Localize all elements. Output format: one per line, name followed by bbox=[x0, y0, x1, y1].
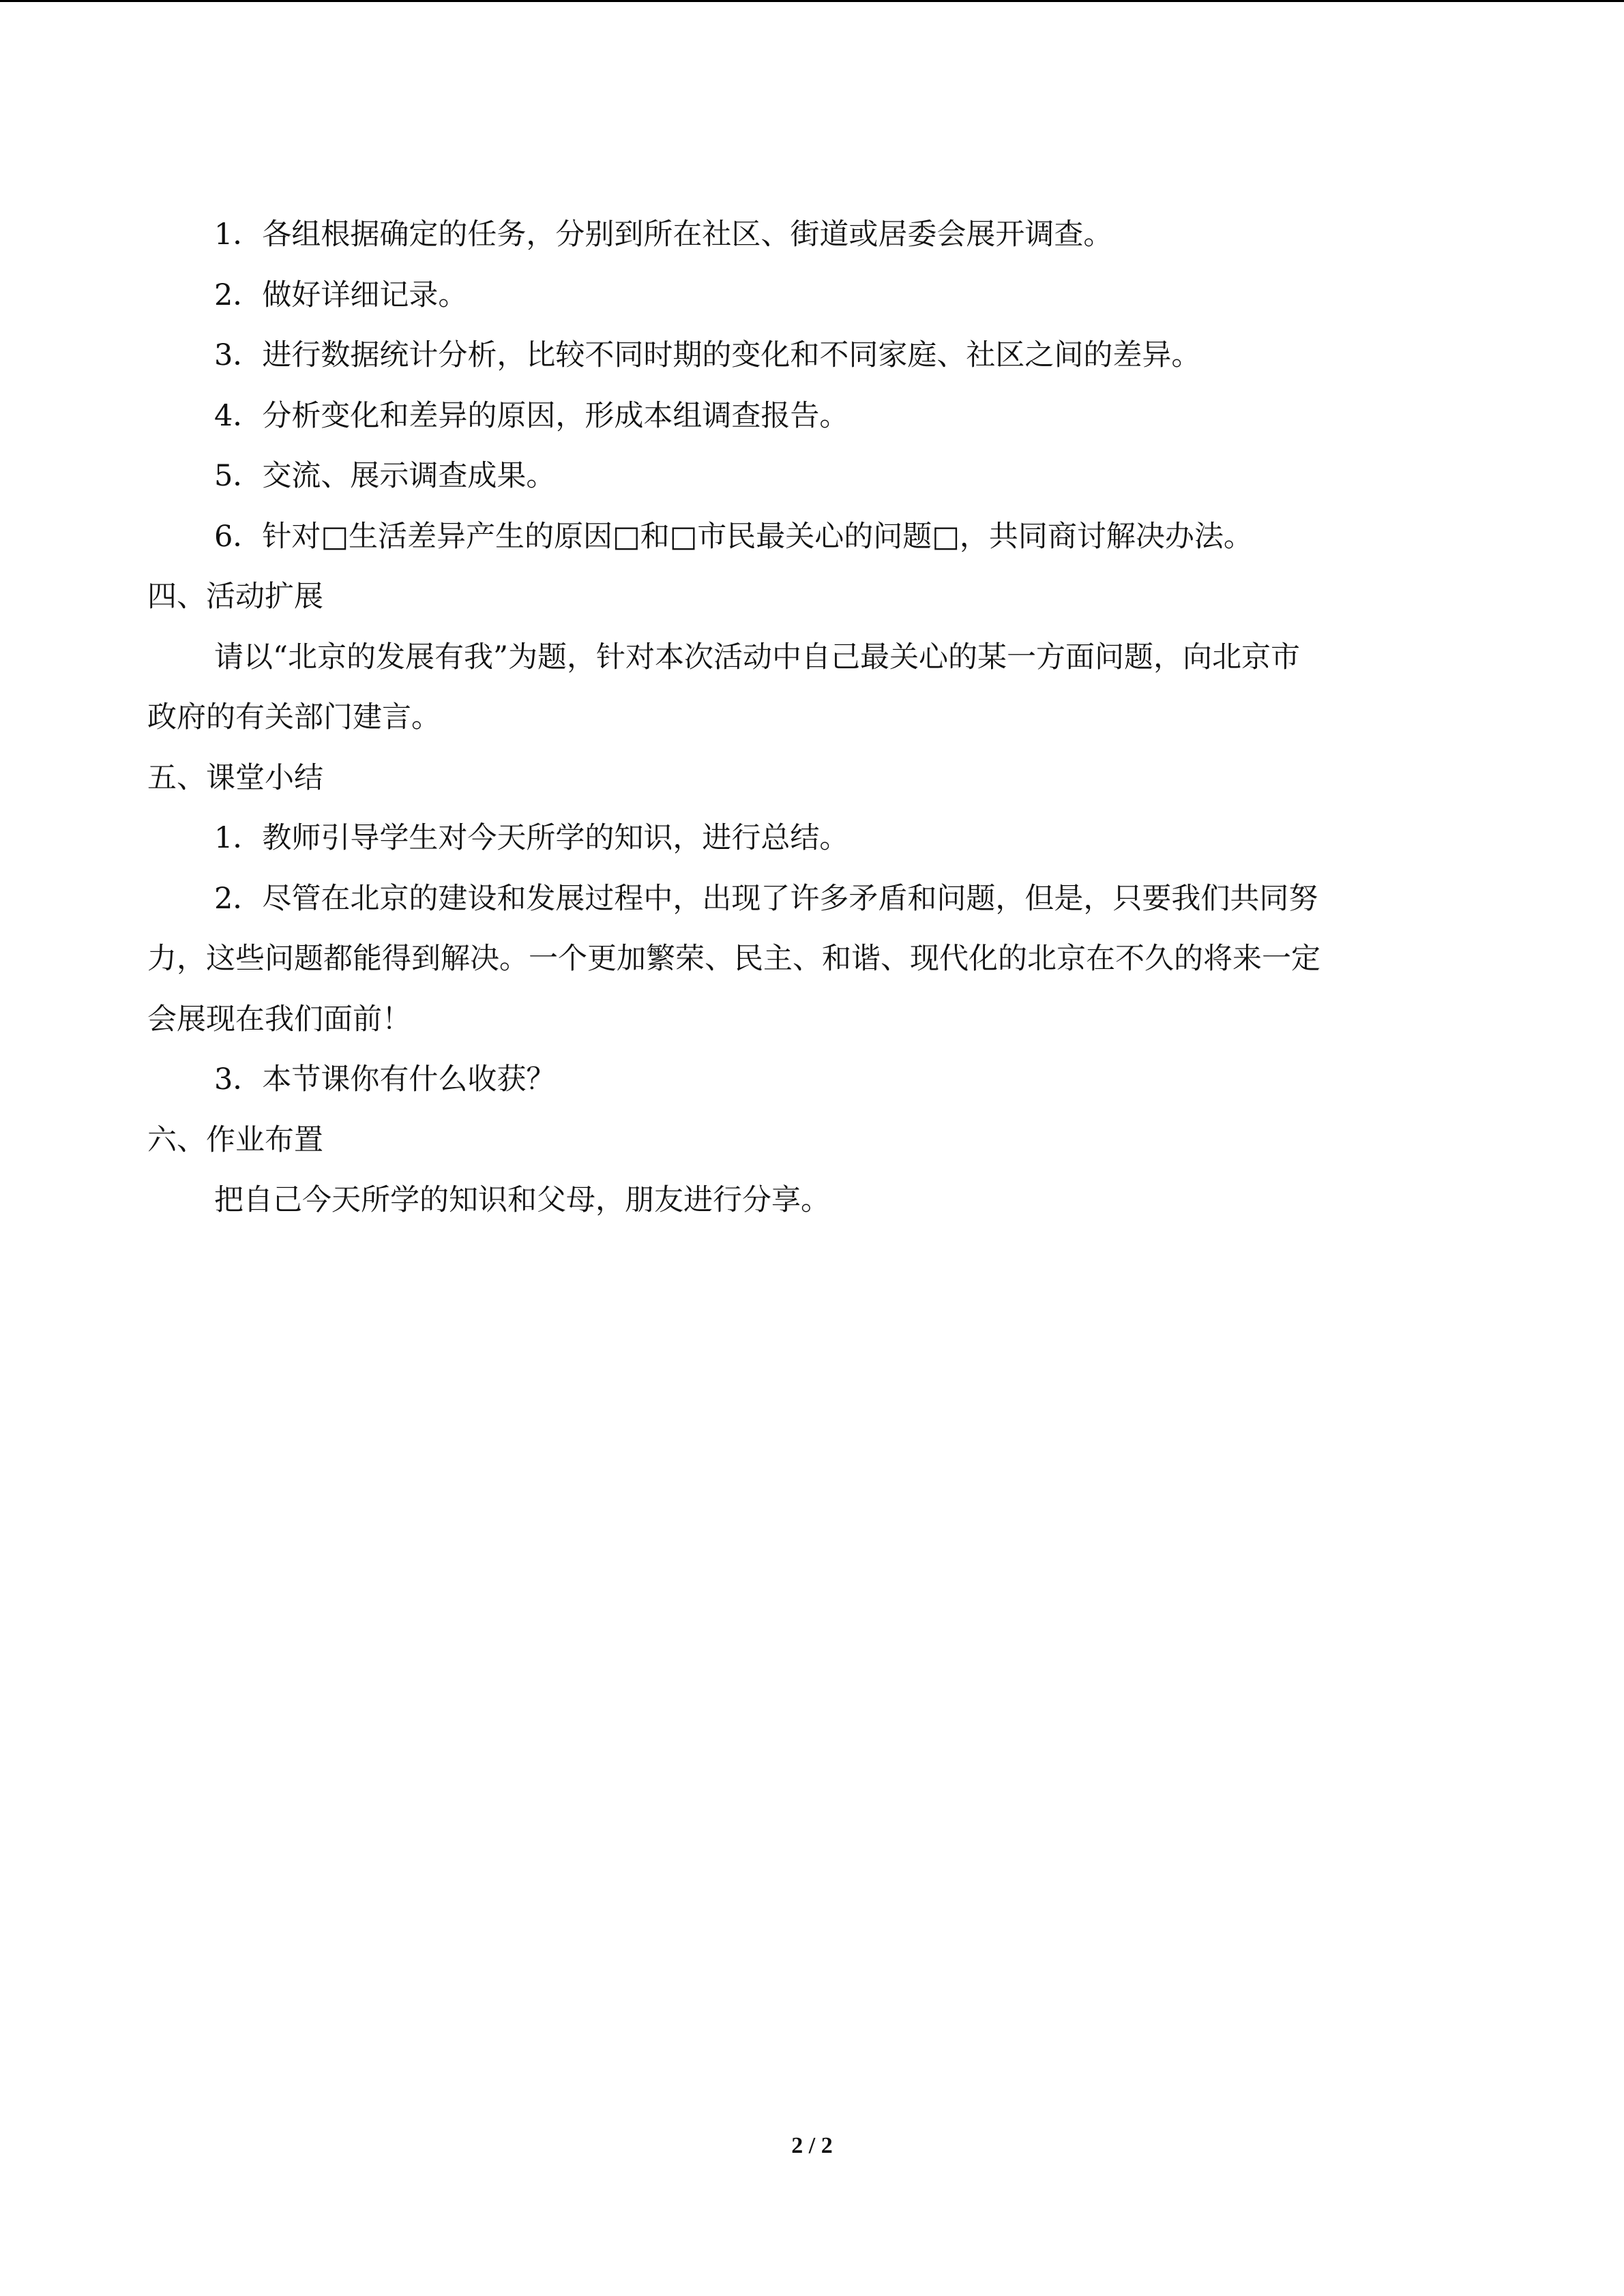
document-body bbox=[147, 205, 1457, 1231]
step-6: 6．针对□生活差异产生的原因□和□市民最关心的问题□，共同商讨解决办法。 bbox=[214, 519, 1253, 554]
step-1: 1．各组根据确定的任务，分别到所在社区、街道或居委会展开调查。 bbox=[214, 218, 1113, 252]
step-3: 3．进行数据统计分析，比较不同时期的变化和不同家庭、社区之间的差异。 bbox=[214, 338, 1201, 372]
section-heading-homework: 六、作业布置 bbox=[147, 1122, 323, 1157]
activity-extension-paragraph-line-1: 请以“北京的发展有我”为题，针对本次活动中自己最关心的某一方面问题，向北京市 bbox=[214, 640, 1300, 674]
step-5: 5．交流、展示调查成果。 bbox=[214, 459, 556, 493]
top-border-line bbox=[0, 0, 1624, 2]
activity-extension-paragraph-line-2: 政府的有关部门建言。 bbox=[147, 700, 441, 734]
homework-paragraph: 把自己今天所学的知识和父母，朋友进行分享。 bbox=[214, 1183, 830, 1217]
summary-item-3: 3．本节课你有什么收获？ bbox=[214, 1062, 556, 1097]
step-4: 4．分析变化和差异的原因，形成本组调查报告。 bbox=[214, 398, 849, 433]
summary-item-2-line-1: 2．尽管在北京的建设和发展过程中，出现了许多矛盾和问题，但是，只要我们共同努 bbox=[214, 881, 1318, 916]
summary-item-1: 1．教师引导学生对今天所学的知识，进行总结。 bbox=[214, 821, 849, 855]
page-number: 2 / 2 bbox=[791, 2133, 833, 2158]
section-heading-activity-extension: 四、活动扩展 bbox=[147, 580, 323, 614]
section-heading-class-summary: 五、课堂小结 bbox=[147, 760, 323, 795]
summary-item-2-line-2: 力，这些问题都能得到解决。一个更加繁荣、民主、和谐、现代化的北京在不久的将来一定 bbox=[147, 942, 1320, 976]
step-2: 2．做好详细记录。 bbox=[214, 278, 468, 312]
summary-item-2-line-3: 会展现在我们面前！ bbox=[147, 1002, 411, 1037]
